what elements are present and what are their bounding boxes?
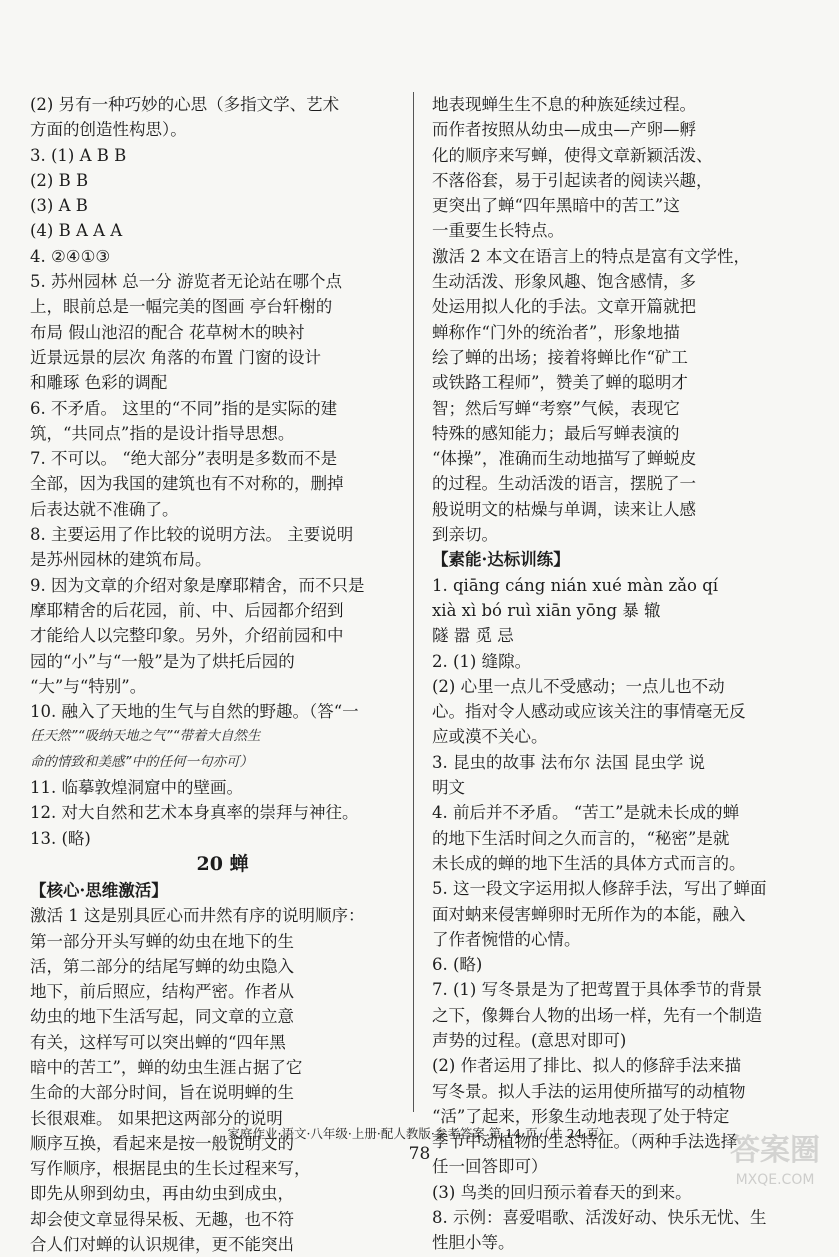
answer-line: 暗中的苦工”，蝉的幼虫生涯占据了它	[30, 1057, 303, 1077]
answer-line: 声势的过程。(意思对即可)	[432, 1030, 627, 1050]
answer-line: 顺序互换，看起来是按一般说明文的	[30, 1133, 294, 1153]
answer-line: 心。指对令人感动或应该关注的事情毫无反	[432, 702, 746, 722]
answer-line: 不落俗套，易于引起读者的阅读兴趣，	[432, 170, 713, 190]
answer-line: 激活 1 这是别具匠心而井然有序的说明顺序：	[30, 906, 365, 926]
answer-line: “体操”，准确而生动地描写了蝉蜕皮	[432, 449, 697, 469]
answer-line: 筑，“共同点”指的是设计指导思想。	[30, 423, 295, 443]
answer-line: 4. ②④①③	[30, 246, 111, 266]
answer-line: 4. 前后并不矛盾。 “苦工”是就未长成的蝉	[432, 803, 740, 823]
answer-line: 的地下生活时间之久而言的，“秘密”是就	[432, 828, 730, 848]
column-divider	[413, 92, 414, 1112]
answer-line: 7. (1) 写冬景是为了把莺置于具体季节的背景	[432, 980, 763, 1000]
answer-line: 2. (1) 缝隙。	[432, 651, 532, 671]
answer-line: 8. 主要运用了作比较的说明方法。 主要说明	[30, 525, 354, 545]
answer-line: 12. 对大自然和艺术本身真率的崇拜与神往。	[30, 803, 359, 823]
answer-line: (4) B A A A	[30, 221, 123, 241]
answer-line: 之下，像舞台人物的出场一样，先有一个制造	[432, 1005, 762, 1025]
answer-line: 方面的创造性构思）。	[30, 120, 187, 140]
answer-line: (2) 心里一点儿不受感动；一点儿也不动	[432, 676, 725, 696]
watermark-small-text: MXQE.COM	[735, 1172, 815, 1188]
answer-line: 3. (1) A B B	[30, 145, 127, 165]
section-heading: 【核心·思维激活】	[30, 880, 168, 900]
answer-line: 6. (略)	[432, 955, 483, 975]
answer-line: 更突出了蝉“四年黑暗中的苦工”这	[432, 196, 680, 216]
answer-line: 写冬景。拟人手法的运用使所描写的动植物	[432, 1081, 746, 1101]
answer-line: 或铁路工程师”，赞美了蝉的聪明才	[432, 373, 688, 393]
answer-line: 激活 2 本文在语言上的特点是富有文学性，	[432, 246, 750, 266]
answer-line: 生命的大部分时间，旨在说明蝉的生	[30, 1083, 294, 1103]
answer-line: 写作顺序，根据昆虫的生长过程来写，	[30, 1159, 311, 1179]
answer-line: 5. 苏州园林 总一分 游览者无论站在哪个点	[30, 272, 342, 292]
answer-line: 摩耶精舍的后花园，前、中、后园都介绍到	[30, 600, 344, 620]
page-footer: 家庭作业·语文·八年级·上册·配人教版·参考答案 第 14 页（共 24 页）	[227, 1126, 612, 1141]
answer-line: 全部，因为我国的建筑也有不对称的，删掉	[30, 474, 344, 494]
answer-line: 后表达就不准确了。	[30, 499, 179, 519]
answer-line: 第一部分开头写蝉的幼虫在地下的生	[30, 931, 294, 951]
answer-line: 隧 嚣 觅 忌	[432, 626, 514, 646]
answer-line: 有关，这样写可以突出蝉的“四年黑	[30, 1032, 286, 1052]
answer-line: 未长成的蝉的地下生活的具体方式而言的。	[432, 853, 746, 873]
answer-line: 才能给人以完整印象。另外，介绍前园和中	[30, 626, 344, 646]
answer-line: 上，眼前总是一幅完美的图画 亭台轩榭的	[30, 297, 333, 317]
answer-line: xià xì bó ruì xiān yōng 暴 辙	[432, 600, 661, 620]
answer-line: 3. 昆虫的故事 法布尔 法国 昆虫学 说	[432, 752, 705, 772]
answer-line: 蝉称作“门外的统治者”，形象地描	[432, 322, 680, 342]
answer-line: 1. qiāng cáng nián xué màn zǎo qí	[432, 575, 719, 595]
answer-line: 布局 假山池沼的配合 花草树木的映衬	[30, 322, 305, 342]
answer-line: 面对蚋来侵害蝉卵时无所作为的本能，融入	[432, 904, 746, 924]
answer-line: 7. 不可以。 “绝大部分”表明是多数而不是	[30, 449, 338, 469]
answer-line: 即先从卵到幼虫，再由幼虫到成虫，	[30, 1184, 294, 1204]
answer-line: 幼虫的地下生活写起，同文章的立意	[30, 1007, 294, 1027]
answer-line: 合人们对蝉的认识规律，更不能突出	[30, 1235, 294, 1255]
answer-line: 活，第二部分的结尾写蝉的幼虫隐入	[30, 956, 294, 976]
answer-line: 般说明文的枯燥与单调，读来让人感	[432, 499, 696, 519]
answer-line: 11. 临摹敦煌洞窟中的壁画。	[30, 778, 243, 798]
answer-line: 近景远景的层次 角落的布置 门窗的设计	[30, 347, 321, 367]
answer-line: (3) 鸟类的回归预示着春天的到来。	[432, 1182, 692, 1202]
answer-line: 长很艰难。 如果把这两部分的说明	[30, 1108, 283, 1128]
watermark-logo	[719, 1120, 831, 1194]
answer-line: 任一回答即可）	[432, 1157, 548, 1177]
answer-line: 绘了蝉的出场；接着将蝉比作“矿工	[432, 347, 688, 367]
answer-line: 命的情致和美感”中的任何一句亦可）	[30, 753, 253, 770]
section-heading: 【素能·达标训练】	[432, 550, 570, 570]
answer-line: 了作者惋惜的心情。	[432, 929, 581, 949]
answer-line: 季节中动植物的生态特征。（两种手法选择	[432, 1132, 738, 1152]
answer-line: 性胆小等。	[432, 1233, 515, 1253]
answer-line: 5. 这一段文字运用拟人修辞手法，写出了蝉面	[432, 879, 767, 899]
answer-line: 园的“小”与“一般”是为了烘托后园的	[30, 651, 295, 671]
answer-line: 智；然后写蝉“考察”气候，表现它	[432, 398, 680, 418]
answer-line: 的过程。生动活泼的语言，摆脱了一	[432, 474, 696, 494]
answer-line: 和雕琢 色彩的调配	[30, 373, 168, 393]
answer-line: 处运用拟人化的手法。文章开篇就把	[432, 297, 696, 317]
chapter-title: 20 蝉	[196, 852, 249, 875]
answer-line: 8. 示例：喜爱唱歌、活泼好动、快乐无忧、生	[432, 1208, 767, 1228]
page-number: 78	[408, 1144, 431, 1164]
answer-line: 地表现蝉生生不息的种族延续过程。	[432, 95, 696, 114]
answer-line: 13. (略)	[30, 828, 91, 848]
answer-line: 生动活泼、形象风趣、饱含感情，多	[432, 272, 696, 292]
answer-line: 地下，前后照应，结构严密。作者从	[30, 982, 294, 1002]
answer-line: 却会使文章显得呆板、无趣，也不符	[30, 1209, 294, 1229]
answer-line: 10. 融入了天地的生气与自然的野趣。（答“一	[30, 702, 359, 722]
answer-line: 9. 因为文章的介绍对象是摩耶精舍，而不只是	[30, 575, 365, 595]
answer-line: 6. 不矛盾。 这里的“不同”指的是实际的建	[30, 398, 338, 418]
answer-line: 明文	[432, 778, 465, 798]
right-column	[432, 92, 822, 1256]
answer-line: 应或漠不关心。	[432, 727, 548, 747]
answer-line: 任天然”“吸纳天地之气”“带着大自然生	[30, 728, 261, 745]
answer-line: 到亲切。	[432, 525, 498, 545]
answer-line: (2) B B	[30, 170, 89, 190]
answer-line: (2) 另有一种巧妙的心思（多指文学、艺术	[30, 95, 340, 114]
answer-line: 是苏州园林的建筑布局。	[30, 550, 212, 570]
answer-line: “大”与“特别”。	[30, 676, 147, 696]
answer-line: 特殊的感知能力；最后写蝉表演的	[432, 423, 680, 443]
answer-line: “活”了起来，形象生动地表现了处于特定	[432, 1106, 730, 1126]
answer-line: 一重要生长特点。	[432, 221, 564, 241]
answer-line: 而作者按照从幼虫—成虫—产卵—孵	[432, 120, 696, 140]
answer-line: (2) 作者运用了排比、拟人的修辞手法来描	[432, 1056, 742, 1076]
answer-line: 化的顺序来写蝉，使得文章新颖活泼、	[432, 145, 713, 165]
answer-line: (3) A B	[30, 196, 88, 216]
watermark-big-text: 答案圈	[730, 1133, 820, 1168]
left-column	[30, 92, 415, 1257]
